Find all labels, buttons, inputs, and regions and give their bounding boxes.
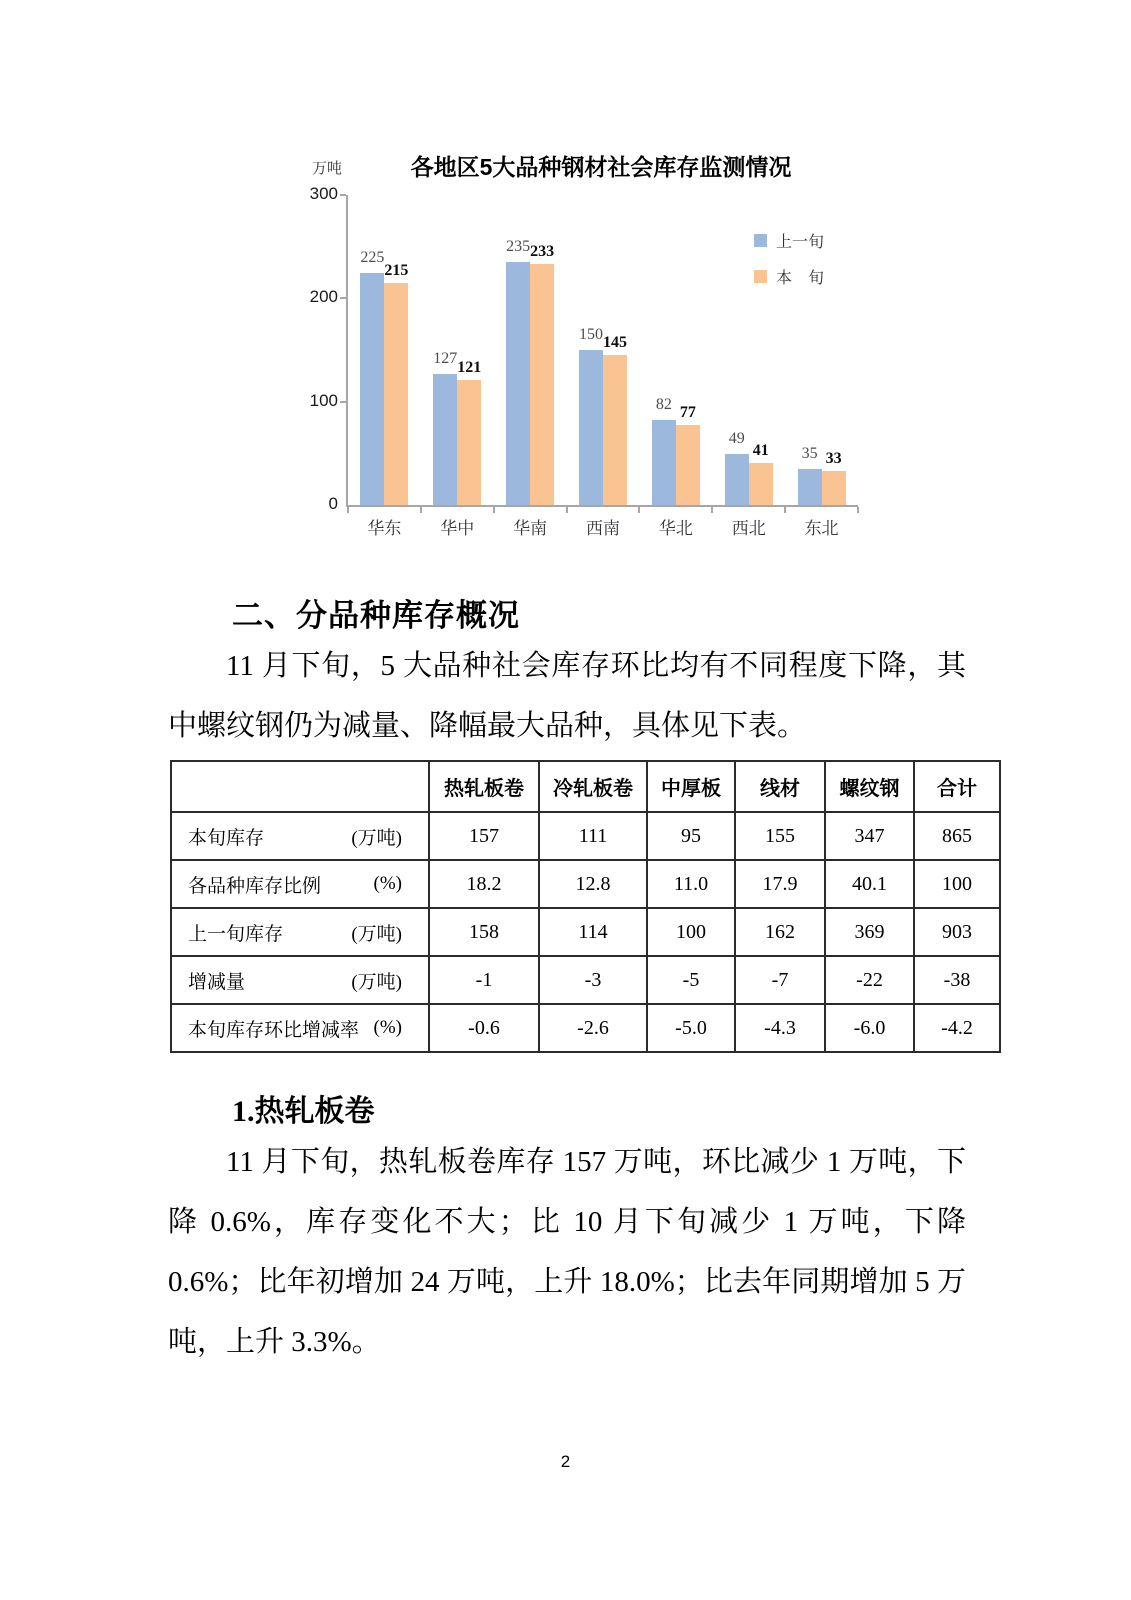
bar-上一旬-华北 bbox=[652, 420, 676, 505]
bar-本 旬-华中 bbox=[457, 380, 481, 505]
table-cell: 114 bbox=[539, 908, 647, 956]
table-cell: 903 bbox=[914, 908, 1000, 956]
chart-legend bbox=[754, 229, 824, 288]
bar-上一旬-西北 bbox=[725, 454, 749, 505]
table-cell: 111 bbox=[539, 812, 647, 860]
bar-上一旬-华东 bbox=[360, 273, 384, 506]
row-label bbox=[172, 967, 428, 994]
legend-item-previous-period bbox=[754, 229, 824, 252]
chart-title: 各地区5大品种钢材社会库存监测情况 bbox=[410, 154, 792, 180]
page-number: 2 bbox=[560, 1452, 571, 1471]
bar-value-label-华北: 77 bbox=[679, 404, 696, 422]
row-label-cell bbox=[171, 1004, 429, 1052]
bar-本 旬-华南 bbox=[530, 264, 554, 505]
legend-label-current-period: 本 旬 bbox=[776, 270, 825, 287]
column-header: 合计 bbox=[914, 761, 1000, 812]
row-label-text: 上一旬库存 bbox=[188, 923, 284, 945]
row-label-cell bbox=[171, 812, 429, 860]
table-cell: 11.0 bbox=[647, 860, 735, 908]
table-cell: 40.1 bbox=[825, 860, 914, 908]
x-axis-tick-mark bbox=[857, 507, 859, 513]
row-unit-text: (万吨) bbox=[351, 971, 402, 993]
bar-value-label-西南: 145 bbox=[603, 334, 627, 352]
bar-value-label-华中: 127 bbox=[433, 349, 458, 367]
table-cell: -0.6 bbox=[429, 1004, 539, 1052]
table-cell: 100 bbox=[914, 860, 1000, 908]
x-axis-category-label: 华北 bbox=[658, 519, 693, 538]
x-axis-category-label: 华中 bbox=[440, 519, 475, 538]
bar-上一旬-华中 bbox=[433, 374, 457, 505]
table-row bbox=[171, 908, 1000, 956]
row-label bbox=[172, 823, 428, 850]
table-corner-cell bbox=[171, 761, 429, 812]
y-axis-tick-mark bbox=[340, 297, 346, 299]
row-unit-text: (%) bbox=[373, 873, 402, 894]
table-cell: -4.2 bbox=[914, 1004, 1000, 1052]
chart-plot bbox=[309, 184, 858, 538]
table-row bbox=[171, 812, 1000, 860]
x-axis-category-label: 华南 bbox=[513, 519, 548, 538]
table-row bbox=[171, 956, 1000, 1004]
table-cell: -6.0 bbox=[825, 1004, 914, 1052]
subsection-paragraph: 11 月下旬，热轧板卷库存 157 万吨，环比减少 1 万吨，下降 0.6%，库存变化不大；比 10 月下旬减少 1 万吨，下降 0.6%；比年初增加 24 万吨，上升 18.0%；比去年同期增加 5 万吨，上升 3.3%。 bbox=[168, 1146, 966, 1358]
table-row bbox=[171, 1004, 1000, 1052]
inventory-table bbox=[170, 760, 1001, 1053]
section-paragraph: 11 月下旬，5 大品种社会库存环比均有不同程度下降，其中螺纹钢仍为减量、降幅最大品种，具体见下表。 bbox=[168, 650, 966, 742]
x-axis-tick-mark bbox=[420, 507, 422, 513]
y-axis-tick-label: 300 bbox=[309, 184, 338, 203]
y-axis-tick-mark bbox=[340, 194, 346, 196]
table-cell: 17.9 bbox=[735, 860, 825, 908]
bar-value-label-西北: 41 bbox=[752, 441, 769, 459]
row-unit-text: (万吨) bbox=[351, 827, 402, 849]
x-axis-tick-mark bbox=[347, 507, 349, 513]
table-cell: 347 bbox=[825, 812, 914, 860]
table-cell: -38 bbox=[914, 956, 1000, 1004]
legend-item-current-period bbox=[754, 265, 824, 288]
bar-value-label-西南: 150 bbox=[579, 326, 603, 343]
table-row bbox=[171, 860, 1000, 908]
legend-swatch-previous-period bbox=[754, 234, 767, 247]
table-cell: -22 bbox=[825, 956, 914, 1004]
section-heading: 二、分品种库存概况 bbox=[232, 598, 520, 633]
row-label-text: 本旬库存环比增减率 bbox=[188, 1019, 360, 1041]
row-label-cell bbox=[171, 956, 429, 1004]
table-cell: 18.2 bbox=[429, 860, 539, 908]
x-axis-category-label: 东北 bbox=[804, 519, 839, 538]
row-label-text: 各品种库存比例 bbox=[188, 875, 322, 897]
y-axis-tick-mark bbox=[340, 401, 346, 403]
table-cell: 157 bbox=[429, 812, 539, 860]
row-label-text: 本旬库存 bbox=[188, 827, 265, 849]
table-cell: -5 bbox=[647, 956, 735, 1004]
row-label-cell bbox=[171, 908, 429, 956]
chart-unit-label: 万吨 bbox=[312, 161, 343, 177]
column-header: 热轧板卷 bbox=[429, 761, 539, 812]
bar-value-label-华南: 233 bbox=[530, 243, 555, 261]
column-header: 线材 bbox=[735, 761, 825, 812]
bar-上一旬-华南 bbox=[506, 262, 530, 505]
x-axis-category-label: 华东 bbox=[367, 519, 402, 538]
x-axis-category-label: 西北 bbox=[731, 519, 766, 538]
x-axis-category-label: 西南 bbox=[585, 519, 620, 538]
table-cell: 155 bbox=[735, 812, 825, 860]
bar-value-label-华南: 235 bbox=[506, 238, 531, 256]
table-cell: -4.3 bbox=[735, 1004, 825, 1052]
x-axis-tick-mark bbox=[566, 507, 568, 513]
y-axis-tick-label: 0 bbox=[328, 494, 338, 513]
table-cell: -1 bbox=[429, 956, 539, 1004]
bar-本 旬-西北 bbox=[749, 463, 773, 505]
table-cell: 369 bbox=[825, 908, 914, 956]
bar-value-label-华北: 82 bbox=[655, 396, 672, 414]
bar-本 旬-东北 bbox=[822, 471, 846, 505]
regional-inventory-chart bbox=[300, 145, 866, 545]
legend-swatch-current-period bbox=[754, 270, 767, 283]
bar-value-label-西北: 49 bbox=[728, 430, 745, 448]
column-header: 中厚板 bbox=[647, 761, 735, 812]
bar-本 旬-华东 bbox=[384, 283, 408, 505]
row-unit-text: (万吨) bbox=[351, 923, 402, 945]
row-label bbox=[172, 919, 428, 946]
row-unit-text: (%) bbox=[373, 1017, 402, 1038]
subsection-heading: 1.热轧板卷 bbox=[232, 1095, 375, 1128]
row-label-text: 增减量 bbox=[188, 971, 246, 993]
table-cell: -2.6 bbox=[539, 1004, 647, 1052]
table-header-row bbox=[171, 761, 1000, 812]
table-cell: -7 bbox=[735, 956, 825, 1004]
table-cell: 865 bbox=[914, 812, 1000, 860]
bar-value-label-东北: 35 bbox=[801, 444, 818, 462]
bar-value-label-华东: 215 bbox=[384, 261, 409, 279]
row-label bbox=[172, 871, 428, 898]
table-cell: -3 bbox=[539, 956, 647, 1004]
table-cell: -5.0 bbox=[647, 1004, 735, 1052]
row-label-cell bbox=[171, 860, 429, 908]
x-axis-tick-mark bbox=[711, 507, 713, 513]
bar-本 旬-华北 bbox=[676, 425, 700, 505]
legend-label-previous-period: 上一旬 bbox=[776, 234, 825, 251]
x-axis-tick-mark bbox=[638, 507, 640, 513]
column-header: 冷轧板卷 bbox=[539, 761, 647, 812]
bar-value-label-华东: 225 bbox=[360, 248, 385, 266]
bar-value-label-东北: 33 bbox=[825, 449, 842, 467]
table-cell: 12.8 bbox=[539, 860, 647, 908]
row-label bbox=[172, 1015, 428, 1042]
table-cell: 100 bbox=[647, 908, 735, 956]
y-axis-tick-label: 200 bbox=[309, 287, 338, 307]
bar-上一旬-东北 bbox=[798, 469, 822, 505]
x-axis-tick-mark bbox=[784, 507, 786, 513]
table-cell: 158 bbox=[429, 908, 539, 956]
table-cell: 162 bbox=[735, 908, 825, 956]
x-axis-tick-mark bbox=[493, 507, 495, 513]
column-header: 螺纹钢 bbox=[825, 761, 914, 812]
table-cell: 95 bbox=[647, 812, 735, 860]
bar-上一旬-西南 bbox=[579, 350, 603, 505]
y-axis-tick-label: 100 bbox=[309, 390, 338, 410]
bar-本 旬-西南 bbox=[603, 355, 627, 505]
bar-value-label-华中: 121 bbox=[457, 358, 482, 376]
